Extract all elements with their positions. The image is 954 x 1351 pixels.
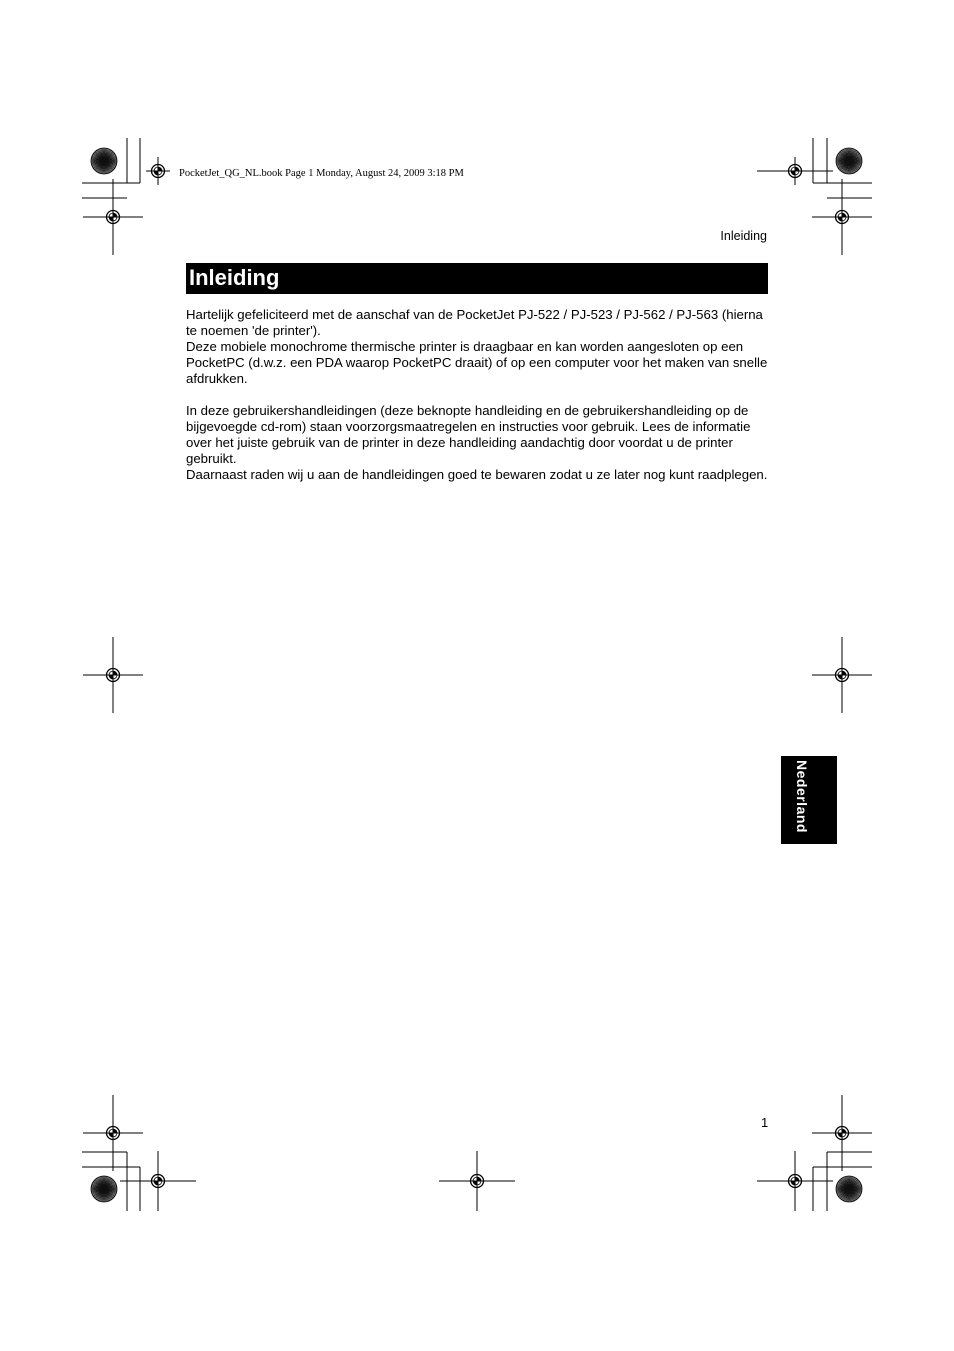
language-tab [781,756,837,844]
starburst-mark-icon [91,148,117,174]
paragraph: Hartelijk gefeliciteerd met de aanschaf van de PocketJet PJ-522 / PJ-523 / PJ-562 / PJ-563 (hierna te noemen 'de printer'). [186,307,763,338]
registration-target-icon [757,157,833,185]
language-tab-label: Nederland [794,760,810,833]
registration-target-icon [757,1151,833,1211]
registration-target-icon [83,179,143,255]
section-title: Inleiding [189,265,280,290]
registration-target-icon [812,179,872,255]
paragraph: Daarnaast raden wij u aan de handleidingen goed te bewaren zodat u ze later nog kunt raadplegen. [186,467,768,482]
registration-target-icon [146,157,170,185]
section-title-bar [186,263,768,294]
starburst-mark-icon [836,148,862,174]
registration-target-icon [439,1151,515,1211]
registration-target-icon [812,1095,872,1171]
registration-target-icon [83,637,143,713]
paragraph: In deze gebruikershandleidingen (deze beknopte handleiding en de gebruikershandleiding op de bijgevoegde cd-rom) staan voorzorgsmaatregelen en instructies voor gebruik. Lees de informatie over het juiste gebruik van de printer in deze handleiding aandachtig door voordat u de printer gebruikt. [186,403,751,466]
page-number: 1 [761,1115,769,1130]
starburst-mark-icon [836,1176,862,1202]
registration-target-icon [812,637,872,713]
registration-target-icon [83,1095,143,1171]
body-text [186,307,772,483]
registration-target-icon [120,1151,196,1211]
print-info-slug: PocketJet_QG_NL.book Page 1 Monday, August 24, 2009 3:18 PM [179,168,464,179]
paragraph: Deze mobiele monochrome thermische printer is draagbaar en kan worden aangesloten op een PocketPC (d.w.z. een PDA waarop PocketPC draait) of op een computer voor het maken van snelle afdrukken. [186,339,768,386]
starburst-mark-icon [91,1176,117,1202]
running-header: Inleiding [720,229,767,243]
